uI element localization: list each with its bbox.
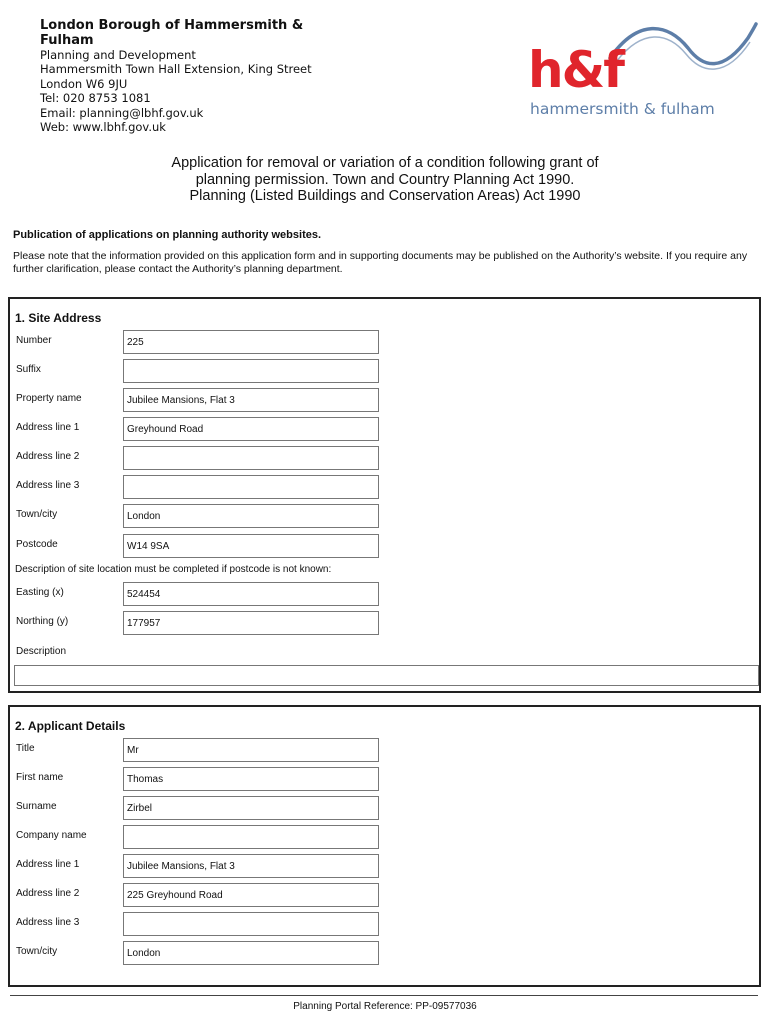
description-label: Description — [16, 646, 67, 657]
publication-heading: Publication of applications on planning authority websites. — [13, 229, 322, 241]
address-line-3-field[interactable] — [123, 475, 379, 499]
field-label: Town/city — [16, 509, 58, 520]
northing-row — [10, 611, 759, 635]
town-city-row — [10, 504, 759, 528]
site-address-section — [8, 297, 761, 693]
applicant-address-line-2-row — [10, 883, 759, 907]
river-swoosh-icon — [608, 18, 758, 88]
first-name-field[interactable]: Thomas — [123, 767, 379, 791]
applicant-details-section — [8, 705, 761, 987]
form-title-line: Planning (Listed Buildings and Conservation Areas) Act 1990 — [189, 188, 581, 204]
publication-note: Please note that the information provided on this application form and in supporting documents may be published on the Authority’s website. If you require any further clarification, please contact the Authority’s planning department. — [13, 250, 748, 275]
footer-divider — [10, 995, 758, 996]
field-label: Title — [16, 743, 35, 754]
field-label: Northing (y) — [16, 616, 69, 627]
property-name-field[interactable]: Jubilee Mansions, Flat 3 — [123, 388, 379, 412]
title-row — [10, 738, 759, 762]
property-name-row — [10, 388, 759, 412]
council-address-block — [40, 18, 340, 134]
company-name-field[interactable] — [123, 825, 379, 849]
section-title: 2. Applicant Details — [15, 719, 126, 733]
easting-row — [10, 582, 759, 606]
field-label: Address line 3 — [16, 480, 80, 491]
field-label: Town/city — [16, 946, 58, 957]
address-line-1-field[interactable]: Greyhound Road — [123, 417, 379, 441]
department-line: Planning and Development — [40, 48, 196, 62]
postcode-row — [10, 534, 759, 558]
web-line: Web: www.lbhf.gov.uk — [40, 120, 166, 135]
field-label: Surname — [16, 801, 57, 812]
logo-wordmark: h&f — [528, 41, 623, 99]
form-title-line: planning permission. Town and Country Planning Act 1990. — [195, 171, 575, 188]
applicant-town-city-row — [10, 941, 759, 965]
portal-reference: Planning Portal Reference: PP-09577036 — [293, 1001, 477, 1012]
email-line: Email: planning@lbhf.gov.uk — [40, 105, 204, 120]
address-line-2-row — [10, 446, 759, 470]
applicant-address-line-3-field[interactable] — [123, 912, 379, 936]
northing-field[interactable]: 177957 — [123, 611, 379, 635]
field-label: Property name — [16, 393, 82, 404]
applicant-address-line-1-field[interactable]: Jubilee Mansions, Flat 3 — [123, 854, 379, 878]
field-label: Address line 2 — [16, 451, 80, 462]
field-label: Suffix — [16, 364, 41, 375]
field-label: Address line 1 — [16, 859, 80, 870]
company-name-row — [10, 825, 759, 849]
field-label: Address line 3 — [16, 917, 80, 928]
applicant-address-line-1-row — [10, 854, 759, 878]
field-label: Address line 1 — [16, 422, 80, 433]
field-label: Address line 2 — [16, 888, 80, 899]
field-label: Easting (x) — [16, 587, 64, 598]
field-label: Company name — [16, 830, 87, 841]
section-title: 1. Site Address — [15, 311, 102, 325]
phone-line: Tel: 020 8753 1081 — [40, 91, 151, 106]
number-field[interactable]: 225 — [123, 330, 379, 354]
location-note: Description of site location must be completed if postcode is not known: — [15, 564, 332, 575]
postcode-line: London W6 9JU — [40, 76, 128, 91]
council-name: London Borough of Hammersmith & Fulham — [40, 18, 304, 48]
town-city-field[interactable]: London — [123, 504, 379, 528]
form-title-line: Application for removal or variation of a condition following grant of — [171, 155, 599, 171]
number-row — [10, 330, 759, 354]
title-field[interactable]: Mr — [123, 738, 379, 762]
applicant-address-line-3-row — [10, 912, 759, 936]
postcode-field[interactable]: W14 9SA — [123, 534, 379, 558]
surname-row — [10, 796, 759, 820]
first-name-row — [10, 767, 759, 791]
field-label: First name — [16, 772, 64, 783]
street-line: Hammersmith Town Hall Extension, King Street — [40, 62, 312, 77]
hf-logo — [528, 18, 758, 122]
form-title — [0, 155, 770, 205]
suffix-field[interactable] — [123, 359, 379, 383]
description-field[interactable] — [14, 665, 759, 686]
applicant-address-line-2-field[interactable]: 225 Greyhound Road — [123, 883, 379, 907]
surname-field[interactable]: Zirbel — [123, 796, 379, 820]
field-label: Number — [16, 335, 52, 346]
suffix-row — [10, 359, 759, 383]
address-line-2-field[interactable] — [123, 446, 379, 470]
applicant-town-city-field[interactable]: London — [123, 941, 379, 965]
easting-field[interactable]: 524454 — [123, 582, 379, 606]
field-label: Postcode — [16, 539, 58, 550]
address-line-3-row — [10, 475, 759, 499]
logo-subtitle: hammersmith & fulham — [530, 100, 715, 118]
address-line-1-row — [10, 417, 759, 441]
